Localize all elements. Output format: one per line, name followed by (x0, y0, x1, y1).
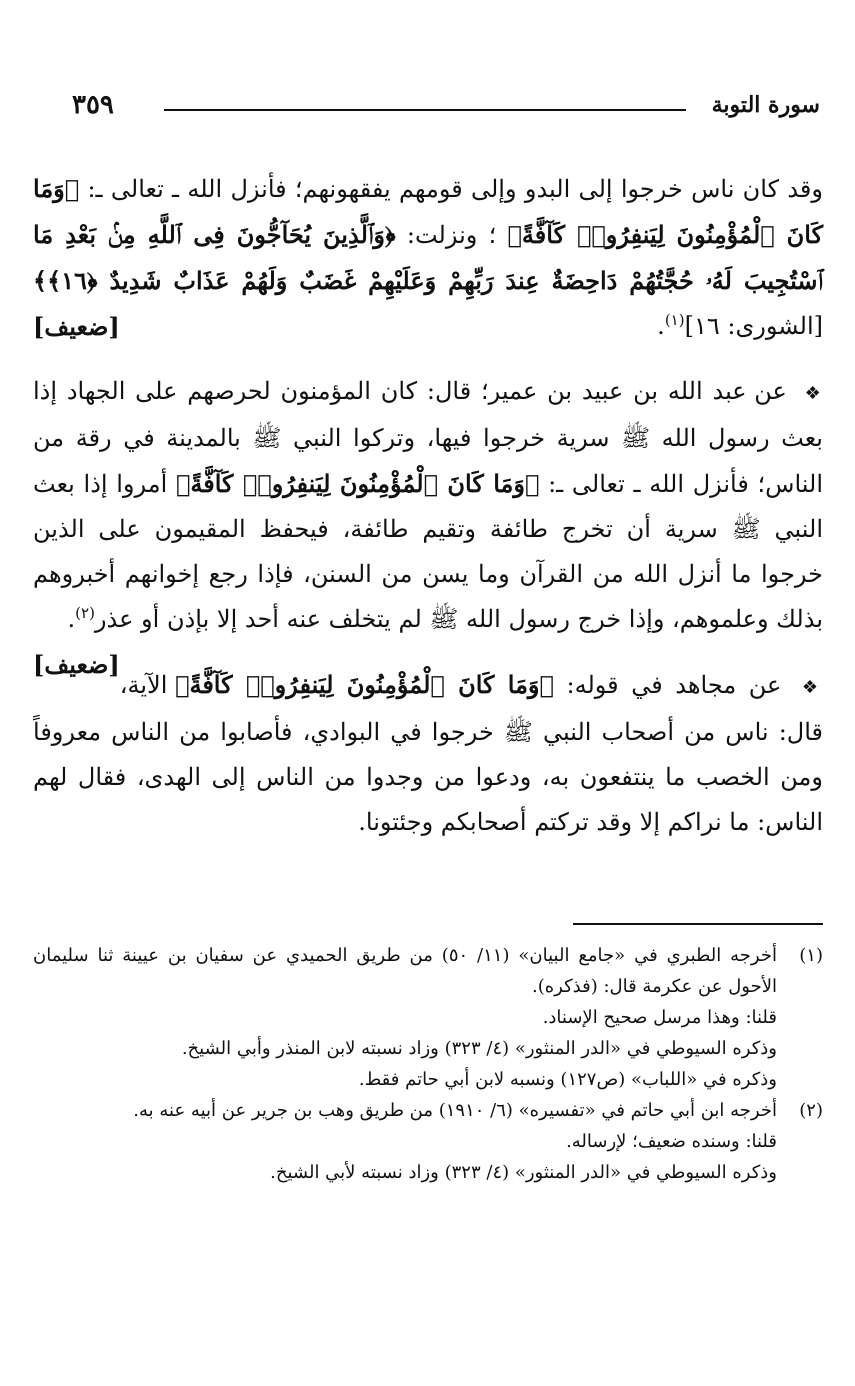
footnote-separator (573, 923, 823, 925)
footnote-line: وذكره السيوطي في «الدر المنثور» (٤/ ٣٢٣) وزاد نسبته لابن المنذر وأبي الشيخ. (181, 1038, 777, 1059)
paragraph-2-text-a: عن عبد الله بن عبيد بن عمير؛ قال: كان المؤمنون لحرصهم على الجهاد إذا بعث رسول الله ﷺ سرية خرجوا فيها، وتركوا النبي ﷺ بالمدينة في رقة من الناس؛ فأنزل الله ـ تعالى ـ: (33, 377, 823, 498)
quran-verse-4: ﴿وَمَا كَانَ ٱلْمُؤْمِنُونَ لِيَنفِرُوا۟ كَآفَّةً﴾ (175, 670, 554, 699)
footnote-1 (33, 940, 823, 1095)
paragraph-1: وقد كان ناس خرجوا إلى البدو وإلى قومهم يفقهونهم؛ فأنزل الله ـ تعالى ـ: ﴿وَمَا كَانَ ٱلْمُؤْمِنُونَ لِيَنفِرُوا۟ كَآفَّةً﴾ ؛ ونزلت: ﴿وَٱلَّذِينَ يُحَآجُّونَ فِى ٱللَّهِ مِنۢ بَعْدِ مَا ٱسْتُجِيبَ لَهُۥ حُجَّتُهُمْ دَاحِضَةٌ عِندَ رَبِّهِمْ وَعَلَيْهِمْ غَضَبٌ وَلَهُمْ عَذَابٌ شَدِيدٌ ﴿١٦﴾﴾ [الشورى: ١٦]$^{(١)}$. [ضعيف] (33, 166, 823, 349)
footnote-2 (33, 1095, 823, 1188)
bullet-icon: ❖ (804, 383, 823, 404)
main-text (33, 166, 823, 845)
footnote-line: وذكره في «اللباب» (ص١٢٧) ونسبه لابن أبي حاتم فقط. (358, 1069, 777, 1090)
grade-label-1: [ضعيف] (33, 312, 120, 341)
header-rule (164, 109, 686, 111)
footnote-line: أخرجه الطبري في «جامع البيان» (١١/ ٥٠) من طريق الحميدي عن سفيان بن عيينة ثنا سليمان الأحول عن عكرمة قال: (فذكره). (33, 945, 777, 997)
paragraph-2: ❖ عن عبد الله بن عبيد بن عمير؛ قال: كان المؤمنون لحرصهم على الجهاد إذا بعث رسول الله ﷺ سرية خرجوا فيها، وتركوا النبي ﷺ بالمدينة في رقة من الناس؛ فأنزل الله ـ تعالى ـ: ﴿وَمَا كَانَ ٱلْمُؤْمِنُونَ لِيَنفِرُوا۟ كَآفَّةً﴾ أمروا إذا بعث النبي ﷺ سرية أن تخرج طائفة وتقيم طائفة، فيحفظ المقيمون على الذين خرجوا ما أنزل الله من القرآن وما يسن من السنن، فإذا رجع إخوانهم أخبروهم بذلك وعلموهم، وإذا خرج رسول الله ﷺ لم يتخلف عنه أحد إلا بإذن أو عذر$^{(٢)}$. [ضعيف] (33, 369, 823, 642)
paragraph-3 (33, 662, 823, 845)
footnote-number: (١) (799, 945, 823, 966)
footnote-number: (٢) (799, 1100, 823, 1121)
paragraph-2-text-b: أمروا إذا بعث النبي ﷺ سرية أن تخرج طائفة وتقيم طائفة، فيحفظ المقيمون على الذين خرجوا ما أنزل الله من القرآن وما يسن من السنن، فإذا رجع إخوانهم أخبروهم بذلك وعلموهم، وإذا خرج رسول الله ﷺ لم يتخلف عنه أحد إلا بإذن أو عذر (33, 470, 823, 633)
paragraph-1-connector: ؛ ونزلت: (406, 221, 497, 249)
footnote-line: وذكره السيوطي في «الدر المنثور» (٤/ ٣٢٣) وزاد نسبته لأبي الشيخ. (270, 1162, 777, 1183)
quran-verse-3: ﴿وَمَا كَانَ ٱلْمُؤْمِنُونَ لِيَنفِرُوا۟ كَآفَّةً﴾ (175, 469, 540, 498)
paragraph-1-intro: وقد كان ناس خرجوا إلى البدو وإلى قومهم يفقهونهم؛ فأنزل الله ـ تعالى ـ: (87, 175, 823, 203)
quran-verse-2: ﴿وَٱلَّذِينَ يُحَآجُّونَ فِى ٱللَّهِ مِنۢ بَعْدِ مَا ٱسْتُجِيبَ لَهُۥ حُجَّتُهُمْ دَاحِضَةٌ عِندَ رَبِّهِمْ وَعَلَيْهِمْ غَضَبٌ وَلَهُمْ عَذَابٌ شَدِيدٌ ﴿١٦﴾﴾ (33, 220, 823, 295)
footnote-ref-2[interactable]: (٢) (75, 604, 95, 622)
paragraph-3-text-a: عن مجاهد في قوله: (566, 671, 782, 699)
grade-label-2: [ضعيف] (33, 650, 120, 679)
running-header (72, 92, 820, 126)
footnote-line: قلنا: وسنده ضعيف؛ لإرساله. (566, 1131, 777, 1152)
paragraph-3-text-b: الآية، قال: ناس من أصحاب النبي ﷺ خرجوا في البوادي، فأصابوا من الناس معروفاً ومن الخصب ما ينتفعون به، ودعوا من وجدوا من الناس إلى الهدى، فقال لهم الناس: ما نراكم إلا وقد تركتم أصحابكم وجئتونا. (33, 671, 823, 836)
footnote-ref-1[interactable]: (١) (664, 311, 685, 329)
surah-title: سورة التوبة (711, 92, 820, 118)
footnote-line: أخرجه ابن أبي حاتم في «تفسيره» (٦/ ١٩١٠) من طريق وهب بن جرير عن أبيه عنه به. (133, 1100, 777, 1121)
footnotes (33, 940, 823, 1188)
footnote-line: قلنا: وهذا مرسل صحيح الإسناد. (542, 1007, 777, 1028)
bullet-icon: ❖ (801, 677, 823, 698)
verse-citation: [الشورى: ١٦] (684, 312, 823, 340)
page-number: ٣٥٩ (72, 90, 114, 120)
quran-verse-1: ﴿وَمَا كَانَ ٱلْمُؤْمِنُونَ لِيَنفِرُوا۟ كَآفَّةً﴾ (33, 174, 824, 249)
